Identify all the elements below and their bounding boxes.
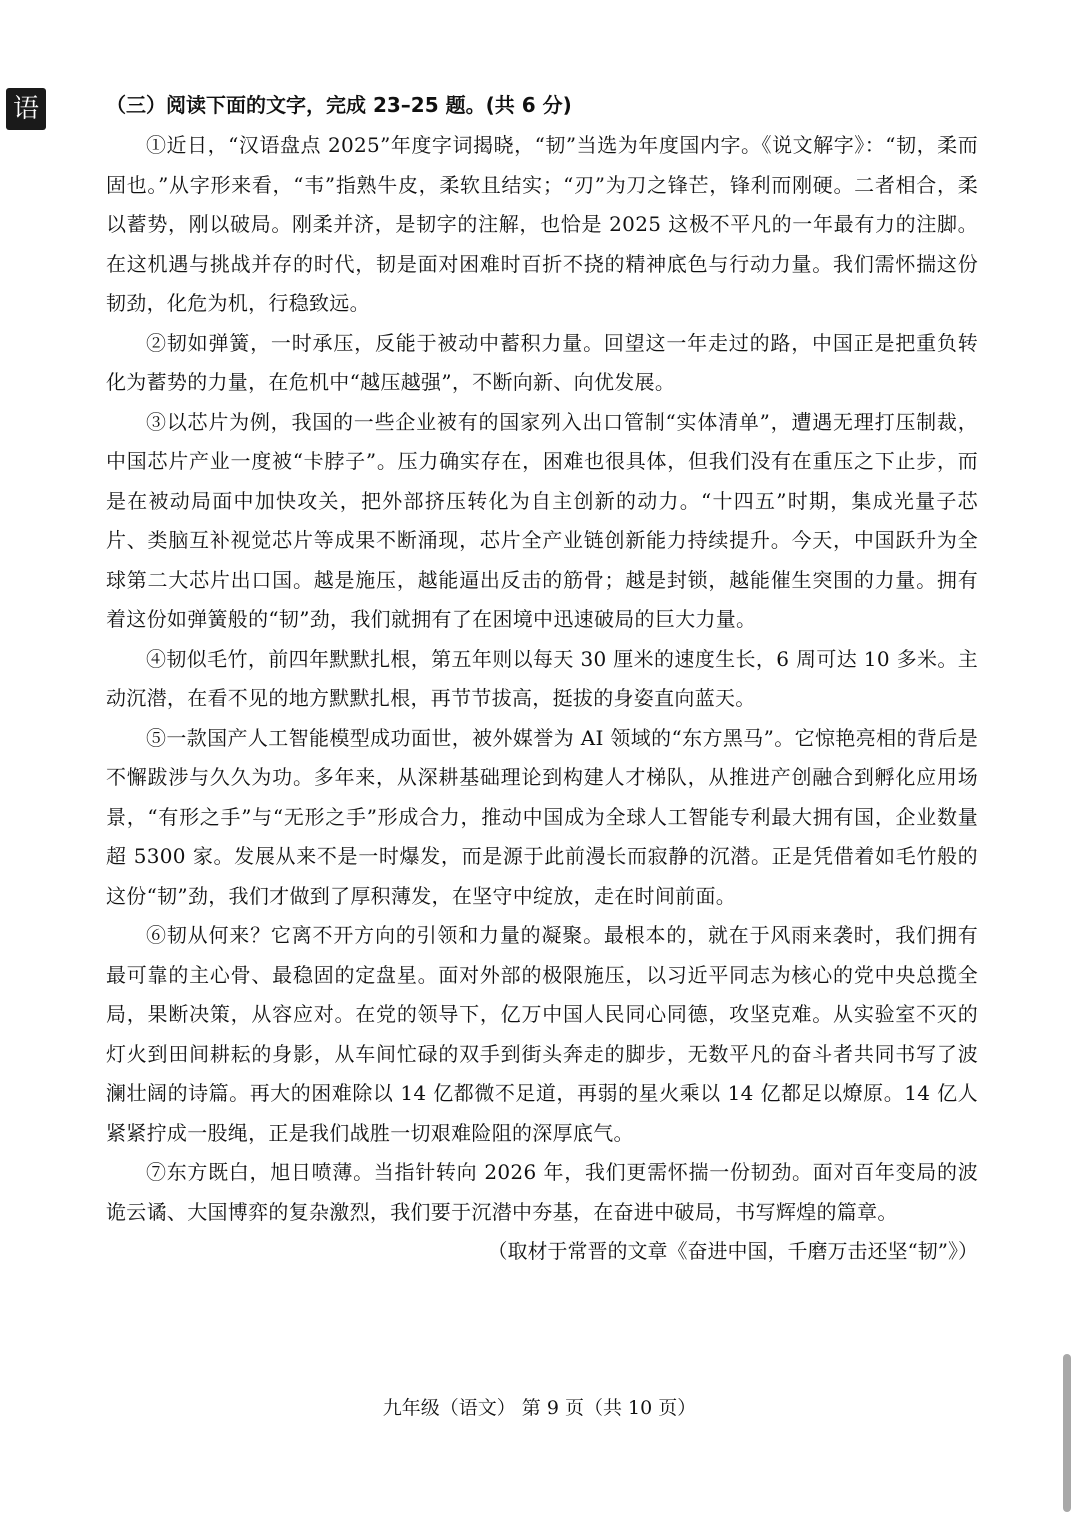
paragraph-7: ⑦东方既白，旭日喷薄。当指针转向 2026 年，我们更需怀揣一份韧劲。面对百年变局的波诡云谲、大国博弈的复杂激烈，我们要于沉潜中夯基，在奋进中破局，书写辉煌的篇章。 (106, 1160, 978, 1224)
subject-tab: 语 (6, 88, 46, 130)
page-footer: 九年级（语文） 第 9 页（共 10 页） (382, 1397, 697, 1419)
reading-section (106, 86, 978, 1272)
paragraph-6: ⑥韧从何来？它离不开方向的引领和力量的凝聚。最根本的，就在于风雨来袭时，我们拥有最可靠的主心骨、最稳固的定盘星。面对外部的极限施压，以习近平同志为核心的党中央总揽全局，果断决策，从容应对。在党的领导下，亿万中国人民同心同德，攻坚克难。从实验室不灭的灯火到田间耕耘的身影，从车间忙碌的双手到街头奔走的脚步，无数平凡的奋斗者共同书写了波澜壮阔的诗篇。再大的困难除以 14 亿都微不足道，再弱的星火乘以 14 亿都足以燎原。14 亿人紧紧拧成一股绳，正是我们战胜一切艰难险阻的深厚底气。 (106, 923, 978, 1145)
paragraph-1: ①近日，“汉语盘点 2025”年度字词揭晓，“韧”当选为年度国内字。《说文解字》：“韧，柔而固也。”从字形来看，“韦”指熟牛皮，柔软且结实；“刃”为刀之锋芒，锋利而刚硬。二者相合，柔以蓄势，刚以破局。刚柔并济，是韧字的注解，也恰是 2025 这极不平凡的一年最有力的注脚。在这机遇与挑战并存的时代，韧是面对困难时百折不挠的精神底色与行动力量。我们需怀揣这份韧劲，化危为机，行稳致远。 (106, 133, 978, 315)
paragraph-5: ⑤一款国产人工智能模型成功面世，被外媒誉为 AI 领域的“东方黑马”。它惊艳亮相的背后是不懈跋涉与久久为功。多年来，从深耕基础理论到构建人才梯队，从推进产创融合到孵化应用场景，“有形之手”与“无形之手”形成合力，推动中国成为全球人工智能专利最大拥有国，企业数量超 5300 家。发展从来不是一时爆发，而是源于此前漫长而寂静的沉潜。正是凭借着如毛竹般的这份“韧”劲，我们才做到了厚积薄发，在坚守中绽放，走在时间前面。 (106, 725, 978, 908)
source-note: （取材于常晋的文章《奋进中国，千磨万击还坚“韧”》） (487, 1239, 978, 1263)
paragraph-2: ②韧如弹簧，一时承压，反能于被动中蓄积力量。回望这一年走过的路，中国正是把重负转化为蓄势的力量，在危机中“越压越强”，不断向新、向优发展。 (106, 330, 978, 394)
scrollbar-thumb[interactable] (1063, 1354, 1071, 1512)
paragraph-4: ④韧似毛竹，前四年默默扎根，第五年则以每天 30 厘米的速度生长，6 周可达 10 多米。主动沉潜，在看不见的地方默默扎根，再节节拔高，挺拔的身姿直向蓝天。 (106, 646, 978, 710)
paragraph-3: ③以芯片为例，我国的一些企业被有的国家列入出口管制“实体清单”，遭遇无理打压制裁，中国芯片产业一度被“卡脖子”。压力确实存在，困难也很具体，但我们没有在重压之下止步，而是在被动局面中加快攻关，把外部挤压转化为自主创新的动力。“十四五”时期，集成光量子芯片、类脑互补视觉芯片等成果不断涌现，芯片全产业链创新能力持续提升。今天，中国跃升为全球第二大芯片出口国。越是施压，越能逼出反击的筋骨；越是封锁，越能催生突围的力量。拥有着这份如弹簧般的“韧”劲，我们就拥有了在困境中迅速破局的巨大力量。 (106, 409, 978, 631)
section-title: （三）阅读下面的文字，完成 23–25 题。(共 6 分) (106, 93, 572, 117)
